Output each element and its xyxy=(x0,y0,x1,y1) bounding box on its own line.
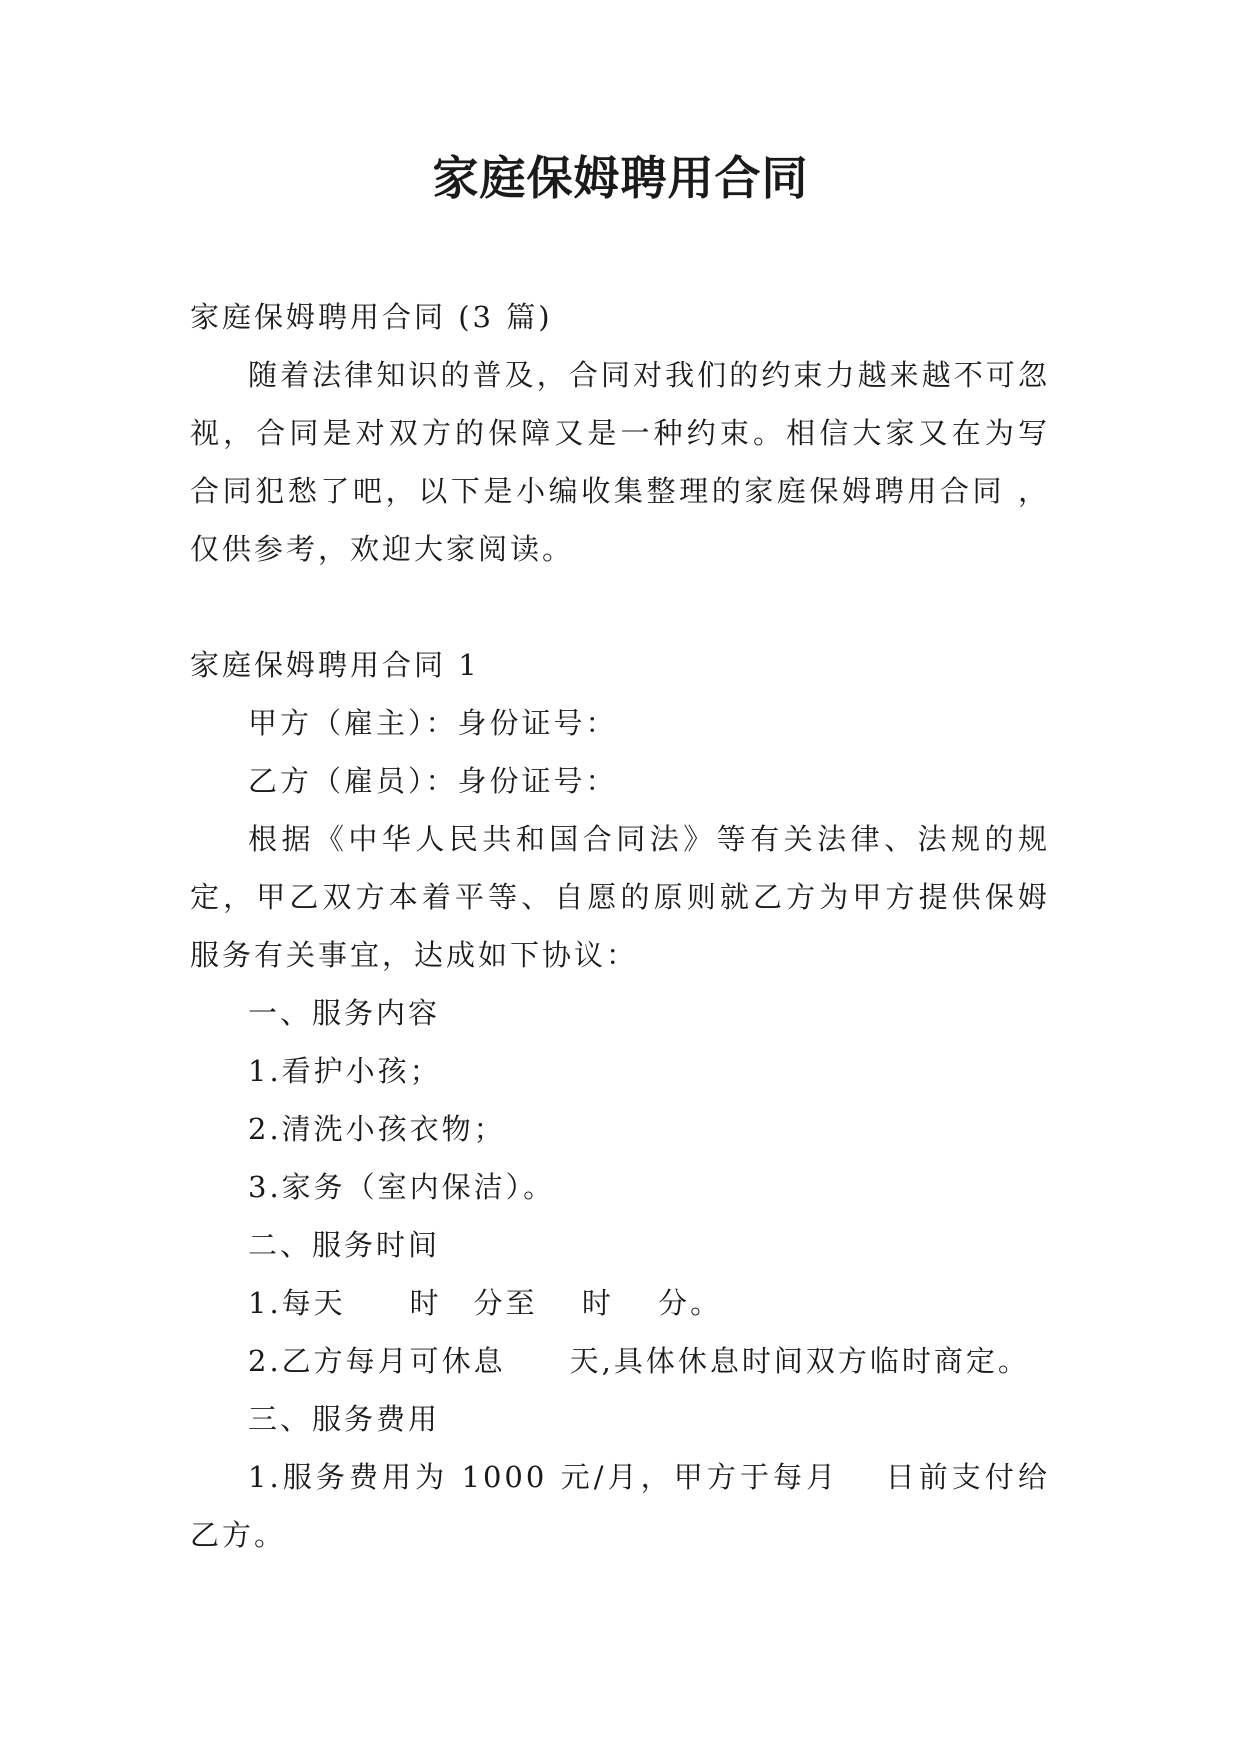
time-item: 1.每天 时 分至 时 分。 xyxy=(248,1286,723,1320)
document-body xyxy=(190,288,1050,1564)
service-time-heading: 二、服务时间 xyxy=(248,1228,441,1262)
basis-paragraph: 根据《中华人民共和国合同法》等有关法律、法规的规定，甲乙双方本着平等、自愿的原则就乙方为甲方提供保姆服务有关事宜，达成如下协议： xyxy=(190,822,1050,972)
service-item: 2.清洗小孩衣物； xyxy=(248,1112,506,1146)
document-title: 家庭保姆聘用合同 xyxy=(432,151,809,205)
service-item: 1.看护小孩； xyxy=(248,1054,442,1088)
section-heading: 家庭保姆聘用合同 1 xyxy=(190,648,480,682)
party-a-line: 甲方（雇主）：身份证号： xyxy=(248,706,618,740)
paragraph-gap xyxy=(190,578,1050,636)
document-subtitle: 家庭保姆聘用合同 (3 篇) xyxy=(190,300,553,334)
service-fee-heading: 三、服务费用 xyxy=(248,1402,441,1436)
service-item: 3.家务（室内保洁）。 xyxy=(248,1170,556,1204)
service-content-heading: 一、服务内容 xyxy=(248,996,441,1030)
intro-paragraph: 随着法律知识的普及，合同对我们的约束力越来越不可忽视，合同是对双方的保障又是一种约束。相信大家又在为写合同犯愁了吧，以下是小编收集整理的家庭保姆聘用合同 ，仅供参考，欢迎大家阅读。 xyxy=(190,358,1050,566)
party-b-line: 乙方（雇员）：身份证号： xyxy=(248,764,618,798)
fee-item: 1.服务费用为 1000 元/月，甲方于每月 日前支付给乙方。 xyxy=(190,1460,1050,1552)
time-item: 2.乙方每月可休息 天,具体休息时间双方临时商定。 xyxy=(248,1344,1030,1378)
